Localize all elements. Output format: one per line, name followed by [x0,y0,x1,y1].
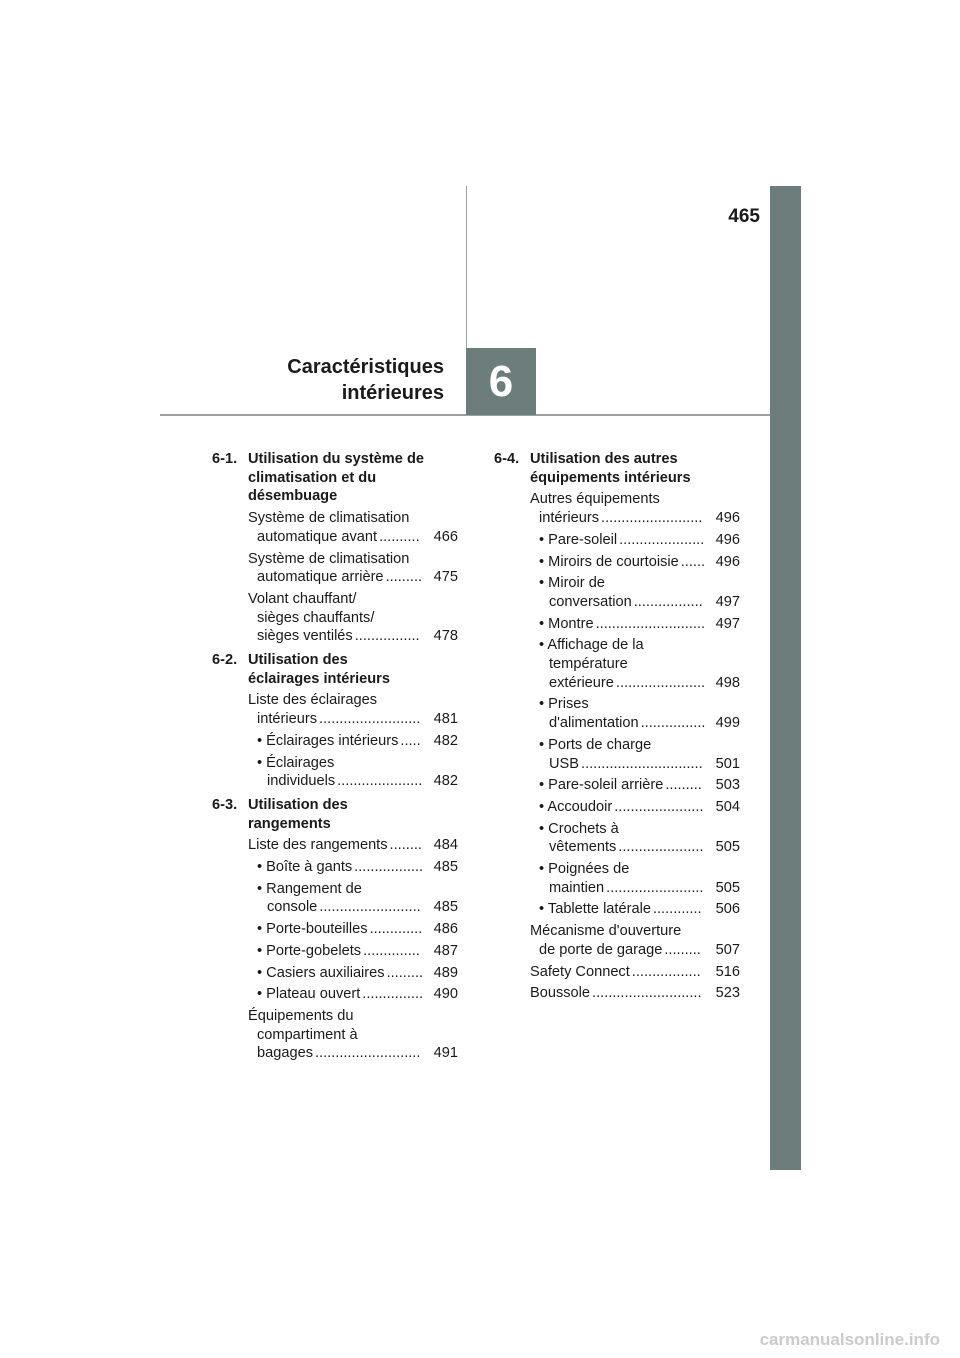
entry-page-number: 496 [715,510,740,527]
entry-last-line [248,772,458,791]
entry-label: • Montre [539,615,594,632]
entry-line: Équipements du [248,1007,354,1024]
chapter-title-line-2: intérieures [341,382,444,404]
entry-label: • Pare-soleil arrière [539,777,664,794]
entry-last-line [530,838,740,857]
entry-last-line [530,900,740,919]
entry-last-line [530,776,740,795]
dot-leader: .............................. [581,755,703,772]
entry-last-line [248,836,458,855]
toc-entry[interactable] [530,490,740,527]
entry-page-number: 466 [433,528,458,545]
entry-line: Mécanisme d'ouverture [530,923,682,940]
entry-page-number: 478 [433,628,458,645]
entry-page-number: 485 [433,859,458,876]
entry-page-number: 496 [715,553,740,570]
entry-page-number: 497 [715,593,740,610]
header-vertical-rule [466,186,467,348]
entry-page-number: 523 [715,985,740,1002]
section-title [530,450,740,487]
dot-leader: ......................... [601,510,703,527]
entry-label: • Casiers auxiliaires [257,964,385,981]
toc-entry[interactable] [248,1007,458,1063]
toc-sub-entry[interactable] [248,985,458,1004]
dot-leader: ..................... [337,773,423,790]
chapter-number: 6 [488,356,514,406]
entry-last-line [248,920,458,939]
entry-label: console [267,899,318,916]
dot-leader: ......... [386,964,424,981]
section-title-line: Utilisation des [248,796,348,813]
entry-last-line [530,755,740,774]
entry-line: • Éclairages [257,754,335,771]
entry-page-number: 490 [433,986,458,1003]
entry-page-number: 501 [715,755,740,772]
entry-page-number: 489 [433,964,458,981]
entry-page-number: 497 [715,615,740,632]
entry-last-line [530,879,740,898]
entry-page-number: 491 [433,1045,458,1062]
dot-leader: .......... [379,528,420,545]
toc-section [212,651,458,791]
dot-leader: ........ [389,837,422,854]
entry-label: • Porte-bouteilles [257,921,368,938]
dot-leader: .............. [363,942,420,959]
section-heading [212,450,458,506]
entry-label: • Miroirs de courtoisie [539,553,679,570]
dot-leader: ......... [665,777,702,794]
dot-leader: ........................... [595,615,706,632]
dot-leader: ........................ [606,879,704,896]
entry-label: intérieurs [257,711,318,728]
dot-leader: ..................... [618,839,704,856]
entry-line: Autres équipements [530,491,660,508]
toc-entry[interactable] [248,590,458,646]
toc-section [212,450,458,646]
section-title [248,651,458,688]
dot-leader: ........................... [592,985,702,1002]
chapter-number-box [466,348,536,415]
toc-entry[interactable] [530,963,740,982]
watermark: carmanualsonline.info [759,1330,940,1349]
entry-page-number: 516 [715,963,740,980]
section-heading [212,796,458,833]
entry-last-line [530,984,740,1003]
toc-entry[interactable] [530,984,740,1003]
entry-last-line [248,568,458,587]
entry-line: • Prises [539,696,589,713]
dot-leader: .......................... [315,1045,421,1062]
toc-section [212,796,458,1063]
entry-label: • Pare-soleil [539,531,618,548]
entry-last-line [248,942,458,961]
entry-label: • Porte-gobelets [257,942,362,959]
entry-label: USB [549,755,580,772]
dot-leader: ................. [354,859,424,876]
dot-leader: ...................... [615,674,706,691]
entry-last-line [248,964,458,983]
entry-last-line [530,553,740,572]
entry-label: de porte de garage [539,941,663,958]
entry-last-line [530,798,740,817]
toc-sub-entry[interactable] [530,860,740,897]
entry-line: • Poignées de [539,861,630,878]
chapter-side-tab [770,186,801,1170]
entry-last-line [530,531,740,550]
entry-label: extérieure [549,674,614,691]
entry-page-number: 507 [715,941,740,958]
dot-leader: ............ [652,901,702,918]
entry-label: Safety Connect [530,963,630,980]
toc-sub-entry[interactable] [248,732,458,751]
entry-line: sièges chauffants/ [257,609,375,626]
entry-label: • Accoudoir [539,798,613,815]
entry-label: • Boîte à gants [257,859,353,876]
section-title-line: Utilisation des [248,652,348,669]
entry-line: Volant chauffant/ [248,590,357,607]
dot-leader: ................ [640,715,706,732]
toc-sub-entry[interactable] [530,553,740,572]
entry-last-line [530,714,740,733]
entry-line: température [549,656,628,673]
entry-page-number: 475 [433,569,458,586]
toc-sub-entry[interactable] [530,636,740,692]
entry-last-line [248,858,458,877]
entry-last-line [248,732,458,751]
section-number: 6-2. [212,652,238,669]
entry-label: automatique avant [257,528,378,545]
entry-last-line [530,674,740,693]
section-title [248,450,458,506]
toc-sub-entry[interactable] [530,900,740,919]
dot-leader: ...... [680,553,706,570]
entry-label: d'alimentation [549,715,639,732]
dot-leader: ......... [664,941,701,958]
entry-line: Liste des éclairages [248,692,377,709]
section-title-line: équipements intérieurs [530,469,691,486]
entry-last-line [248,898,458,917]
toc-entry[interactable] [530,922,740,959]
section-title-line: désembuage [248,488,338,505]
toc-sub-entry[interactable] [530,695,740,732]
entry-page-number: 482 [433,732,458,749]
section-title-line: Utilisation des autres [530,451,678,467]
toc-sub-entry[interactable] [530,736,740,773]
dot-leader: ......................... [319,899,421,916]
entry-page-number: 486 [433,921,458,938]
entry-label: conversation [549,593,632,610]
entry-page-number: 484 [433,837,458,854]
toc-sub-entry[interactable] [248,942,458,961]
entry-label: • Éclairages intérieurs [257,732,399,749]
dot-leader: ...................... [614,798,704,815]
entry-page-number: 496 [715,531,740,548]
entry-last-line [530,963,740,982]
section-title-line: climatisation et du [248,469,377,486]
toc-entry[interactable] [248,691,458,728]
entry-page-number: 505 [715,879,740,896]
entry-label: bagages [257,1045,313,1062]
entry-line: • Affichage de la [539,637,644,654]
entry-last-line [530,593,740,612]
header-horizontal-rule [160,414,770,416]
entry-last-line [530,941,740,960]
entry-line: • Miroir de [539,575,605,592]
entry-line: • Crochets à [539,820,619,837]
entry-page-number: 482 [433,773,458,790]
entry-label: Liste des rangements [248,837,388,854]
entry-label: • Plateau ouvert [257,986,361,1003]
section-number: 6-4. [494,451,520,467]
entry-line: • Rangement de [257,880,362,897]
toc-sub-entry[interactable] [248,964,458,983]
dot-leader: ......... [385,569,423,586]
entry-last-line [248,985,458,1004]
chapter-title-line-1: Caractéristiques [287,356,444,378]
toc-sub-entry[interactable] [530,820,740,857]
toc-column-right [494,450,740,1008]
section-title [248,796,458,833]
section-number: 6-3. [212,796,238,813]
entry-line: • Ports de charge [539,736,652,753]
dot-leader: ..... [400,732,421,749]
toc-sub-entry[interactable] [248,880,458,917]
entry-line: Système de climatisation [248,550,410,567]
entry-last-line [530,615,740,634]
toc-entry[interactable] [248,509,458,546]
entry-label: individuels [267,773,336,790]
entry-label: automatique arrière [257,569,384,586]
section-heading [494,450,740,487]
dot-leader: ..................... [619,531,705,548]
toc-entry[interactable] [248,836,458,855]
entry-last-line [248,1044,458,1063]
entry-page-number: 498 [715,674,740,691]
entry-page-number: 503 [715,777,740,794]
dot-leader: ................. [631,963,701,980]
dot-leader: ............. [369,921,423,938]
toc-entry[interactable] [248,550,458,587]
entry-page-number: 481 [433,711,458,728]
entry-last-line [248,710,458,729]
entry-last-line [530,509,740,528]
entry-label: vêtements [549,839,617,856]
toc-sub-entry[interactable] [248,920,458,939]
section-title-line: Utilisation du système de [248,451,424,467]
section-title-line: éclairages intérieurs [248,670,390,687]
entry-page-number: 504 [715,798,740,815]
section-title-line: rangements [248,815,331,832]
toc-section [494,450,740,1003]
entry-line: Système de climatisation [248,510,410,527]
chapter-title [200,354,444,406]
entry-label: Boussole [530,985,591,1002]
toc-sub-entry[interactable] [530,615,740,634]
dot-leader: ............... [362,986,424,1003]
entry-last-line [248,528,458,547]
page-number: 465 [728,206,760,227]
dot-leader: ................ [354,628,420,645]
section-number: 6-1. [212,451,238,467]
toc-sub-entry[interactable] [248,858,458,877]
entry-line: compartiment à [257,1026,358,1043]
toc-sub-entry[interactable] [248,754,458,791]
entry-label: • Tablette latérale [539,901,651,918]
toc-sub-entry[interactable] [530,574,740,611]
toc-column-left [212,450,458,1068]
toc-sub-entry[interactable] [530,531,740,550]
entry-label: maintien [549,879,605,896]
dot-leader: ................. [633,593,703,610]
dot-leader: ......................... [319,711,421,728]
entry-last-line [248,627,458,646]
entry-page-number: 485 [433,899,458,916]
entry-page-number: 505 [715,839,740,856]
section-heading [212,651,458,688]
entry-page-number: 499 [715,715,740,732]
entry-label: intérieurs [539,510,600,527]
entry-page-number: 487 [433,942,458,959]
toc-sub-entry[interactable] [530,776,740,795]
entry-label: sièges ventilés [257,628,353,645]
toc-sub-entry[interactable] [530,798,740,817]
entry-page-number: 506 [715,901,740,918]
